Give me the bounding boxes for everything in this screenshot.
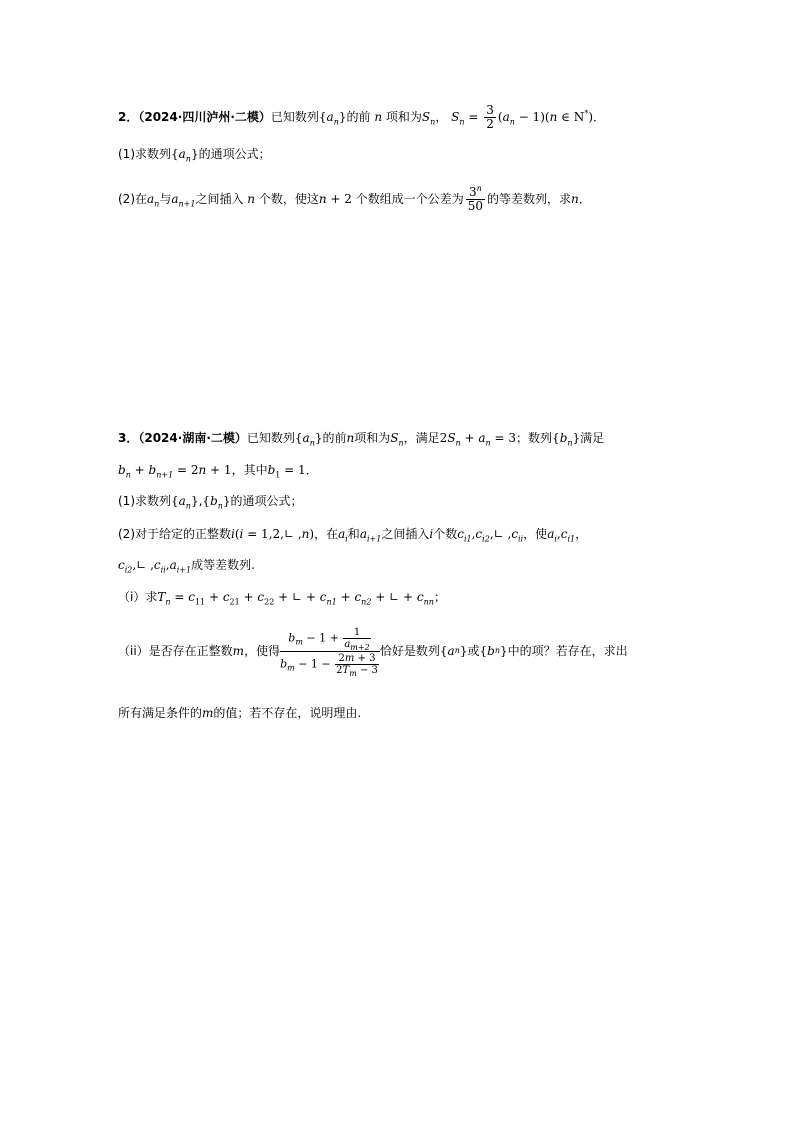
fraction-3n-50: $\frac{3^n}{50}$ [467,184,484,213]
q3-sub1: （i）求$T_n = c_{11} + c_{21} + c_{22}$ + ∟ + $c_{n1} + c_{n2}$ + ∟ + $c_{nn}$； [118,590,446,607]
q3-sub2-line2: 所有满足条件的m的值；若不存在，说明理由. [118,706,362,720]
q2-stem: 2．（2024·四川泸州·二模）已知数列$\{a_n\}$的前 n 项和为$S_n$， $S_n$ = $\frac{3}{2}$ $(a_n - 1)(n$ ∈ N*)． [118,103,606,131]
q2-part1: (1)求数列$\{a_n\}$的通项公式； [118,147,271,164]
q3-part2: (2)对于给定的正整数i(i = 1,2,∟ ,n)，在$a_i$和$a_{i+1}$之间插入i个数$c_{i1},c_{i2},∟$ $,c_{ii}$，使$a_i,c_{i1}$， [118,527,588,544]
q3-source: （2024·湖南·二模） [138,431,247,445]
q2-number: 2． [118,110,139,124]
compound-fraction: $b_m - 1$ + $\frac{1}{a_{m+2}}$ $b_m - 1$ − $\frac{2m + 3}{2T_m - 3}$ [280,626,378,678]
q2-part2: (2)在$a_n$与$a_{n+1}$之间插入 n 个数，使这n + 2 个数组成一个公差为 $\frac{3^n}{50}$ 的等差数列，求n． [118,184,591,213]
q3-part2-line2: $c_{i2},∟$ $,c_{ii},a_{i+1}$成等差数列. [118,558,255,575]
q3-stem: 3．（2024·湖南·二模）已知数列$\{a_n\}$的前n项和为$S_n$，满足$2S_n + a_n = 3$；数列$\{b_n\}$满足 [118,431,605,448]
fraction-3-2: $\frac{3}{2}$ [486,103,494,131]
q3-stem-line2: $b_n + b_{n+1} = 2n + 1$，其中$b_1 = 1$． [118,463,318,480]
q3-number: 3． [118,431,139,445]
q3-part1: (1)求数列$\{a_n\},\{b_n\}$的通项公式； [118,494,303,511]
q3-sub2: （ii）是否存在正整数 m ，使得 $b_m - 1$ + $\frac{1}{a_{m+2}}$ $b_m - 1$ − $\frac{2m + 3}{2T_m - 3}$ 恰好是数列 { a n } 或 { b n } 中的项？若存在，求出 [118,626,628,678]
q2-source: （2024·四川泸州·二模） [138,110,271,124]
